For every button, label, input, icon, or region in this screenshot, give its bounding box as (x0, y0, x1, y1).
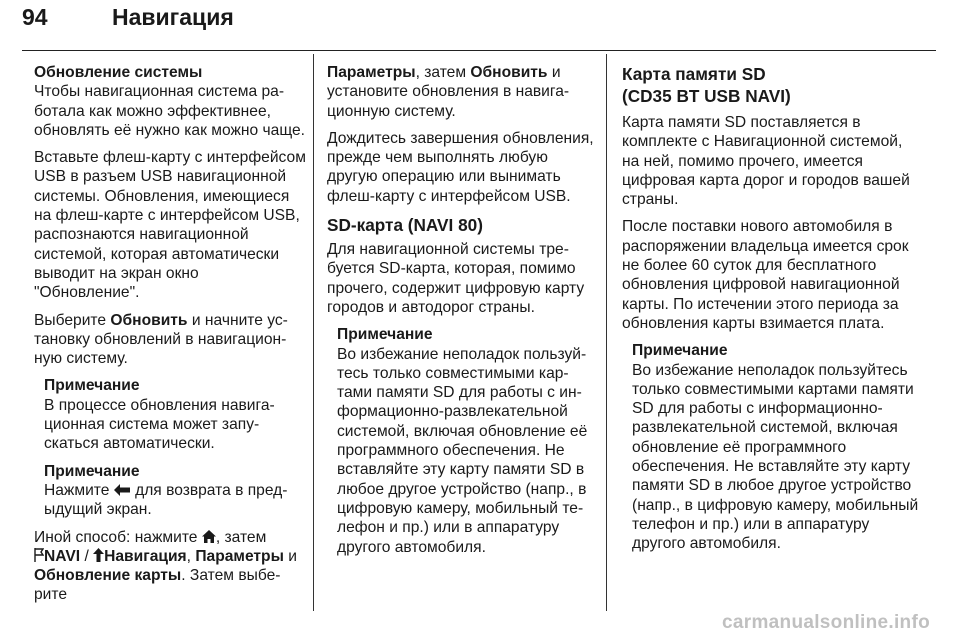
note-box (632, 341, 922, 553)
paragraph: Дождитесь завершения обновления, прежде чем выполнять любую другую операцию или вынимать флеш-карту с интерфейсом USB. (327, 129, 594, 205)
note-title: Примечание (337, 326, 433, 344)
note-title: Примечание (632, 342, 728, 360)
section-heading-sd-card: SD-карта (NAVI 80) (327, 215, 483, 236)
note-text: Во избежание неполадок пользуйтесь только совместимыми картами памяти SD для работы с информационно-развлекательной системой, включая обновление её программного обеспечения. Не вставляйте эту карту памяти SD в любое другое устройство (напр., в цифровую камеру, мобильный телефон и пр.) или в аппаратуру другого автомобиля. (632, 361, 919, 553)
note-text (44, 481, 306, 520)
note-text: Во избежание неполадок пользуйтесь только совместимыми картами памяти SD для работы с информационно-развлекательной системой, включая обновление её программного обеспечения. Не вставляйте эту карту памяти SD в любое другое устройство (напр., в цифровую камеру, мобильный телефон и пр.) или в аппаратуру другого автомобиля. (337, 345, 588, 556)
column-divider-2 (606, 54, 607, 611)
home-icon (202, 530, 216, 543)
text: / (80, 547, 94, 565)
paragraph (327, 63, 595, 121)
column-divider-1 (313, 54, 314, 611)
paragraph (34, 528, 306, 605)
paragraph: Для навигационной системы требуется SD-карта, которая, помимо прочего, содержит цифровую карту городов и автодорог страны. (327, 241, 585, 316)
paragraph (34, 311, 306, 369)
column-1 (34, 63, 306, 613)
navigation-arrow-icon (93, 548, 104, 562)
note-text: В процессе обновления навигационная система может запускаться автоматически. (44, 396, 275, 453)
text: Нажмите (44, 481, 114, 499)
navi-label: NAVI (44, 547, 81, 565)
note-title: Примечание (44, 377, 140, 395)
column-3 (622, 63, 922, 562)
note-title: Примечание (44, 462, 140, 480)
text: . Затем выберите (34, 567, 281, 604)
column-2 (327, 63, 595, 565)
flag-icon (34, 548, 44, 562)
paragraph: Карта памяти SD поставляется в комплекте с Навигационной системой, на ней, помимо прочего, имеется цифровая карта дорог и городов вашей страны. (622, 114, 910, 209)
paragraph: После поставки нового автомобиля в распоряжении владельца имеется срок не более 60 суток для бесплатного обновления цифровой навигационной карты. По истечении этого периода за обновления карты взимается плата. (622, 218, 909, 332)
paragraph: Вставьте флеш-карту с интерфейсом USB в разъем USB навигационной системы. Обновления, имеющиеся на флеш-карте с интерфейсом USB, распознаются навигационной системой, которая автоматически выводит на экран окно "Обновление". (34, 149, 306, 302)
page-number: 94 (22, 4, 48, 30)
text: и (283, 547, 297, 565)
note-box (44, 376, 306, 453)
note-box (44, 462, 306, 520)
heading-line: Карта памяти SD (622, 64, 766, 84)
note-box (337, 325, 595, 557)
page-title: Навигация (112, 4, 234, 30)
map-update-label: Обновление карты (34, 567, 182, 585)
text: для возврата в предыдущий экран. (44, 481, 288, 519)
text: и начните установку обновлений в навигационную систему. (34, 311, 288, 368)
update-label: Обновить (470, 64, 548, 81)
parameters-label: Параметры (195, 547, 284, 565)
text: , (186, 547, 196, 565)
page-header (22, 0, 936, 51)
update-label: Обновить (110, 311, 188, 329)
watermark: carmanualsonline.info (722, 612, 930, 633)
parameters-label: Параметры (327, 64, 416, 81)
section-heading-sd-memory-card (622, 63, 922, 107)
paragraph: Чтобы навигационная система работала как можно эффективнее, обновлять её нужно как можно чаще. (34, 83, 305, 139)
text: , затем (215, 528, 267, 546)
section-heading-system-update: Обновление системы (34, 64, 203, 81)
text: и установите обновления в навигационную систему. (327, 64, 570, 120)
text: , затем (415, 64, 471, 81)
heading-line: (CD35 BT USB NAVI) (622, 86, 791, 106)
text: Иной способ: нажмите (34, 528, 202, 546)
navigation-label: Навигация (104, 547, 187, 565)
text: Выберите (34, 311, 111, 329)
back-arrow-icon (114, 484, 131, 496)
